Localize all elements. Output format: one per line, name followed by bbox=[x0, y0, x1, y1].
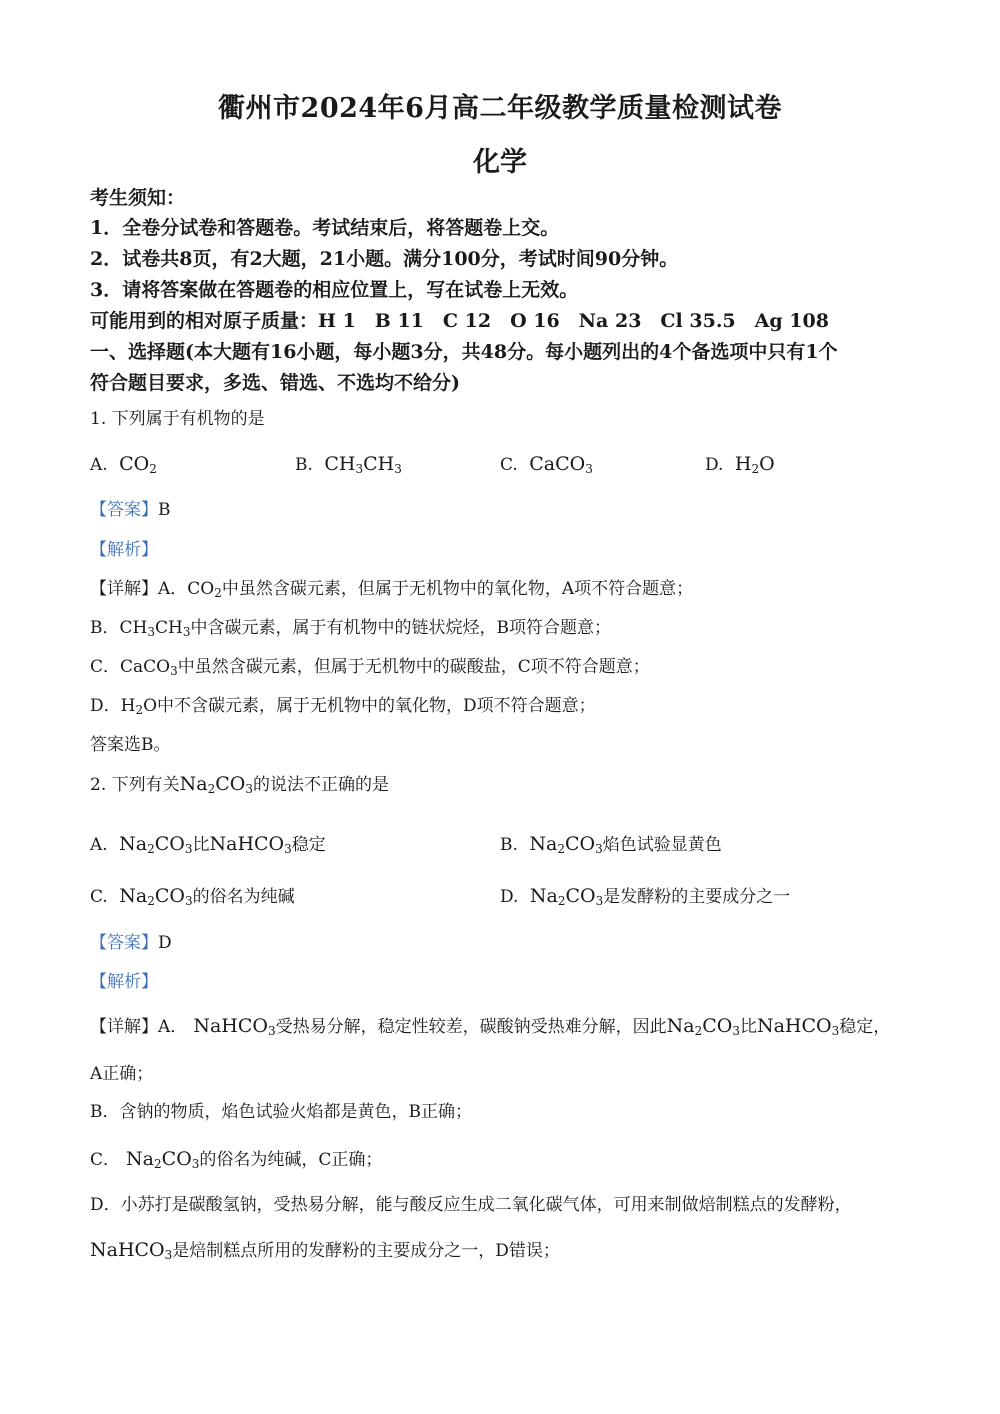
q1-answer bbox=[90, 498, 171, 522]
q1-stem: 1. 下列属于有机物的是 bbox=[90, 409, 265, 429]
exam-title: 衢州市2024年6月高二年级教学质量检测试卷 bbox=[218, 93, 782, 124]
q1-option-a-label: A. bbox=[90, 455, 108, 475]
q2-detail-b: B．含钠的物质，焰色试验火焰都是黄色，B正确； bbox=[90, 1102, 472, 1122]
notice-item-2: 2．试卷共8页，有2大题，21小题。满分100分，考试时间90分钟。 bbox=[90, 248, 679, 270]
q1-option-b-label: B. bbox=[295, 455, 313, 475]
atomic-mass-line: 可能用到的相对原子质量：H 1 B 11 C 12 O 16 Na 23 Cl 35.5 Ag 108 bbox=[90, 310, 829, 332]
q1-option-a bbox=[90, 452, 157, 477]
q2-detail-c: C． $Na_2CO_3$的俗名为纯碱，C正确； bbox=[90, 1148, 383, 1171]
notice-item-1: 1．全卷分试卷和答题卷。考试结束后，将答题卷上交。 bbox=[90, 217, 560, 239]
q2-detail-d: D．小苏打是碳酸氢钠，受热易分解，能与酸反应生成二氧化碳气体，可用来制做焙制糕点的发酵粉， bbox=[90, 1195, 852, 1215]
q2-answer: 【答案】D bbox=[90, 933, 172, 953]
q2-option-b: B. $Na_2CO_3$焰色试验显黄色 bbox=[500, 833, 722, 856]
q1-option-d bbox=[705, 452, 775, 477]
notice-heading: 考生须知： bbox=[90, 187, 186, 209]
q2-option-a: A. $Na_2CO_3$比NaHCO$_3$稳定 bbox=[90, 833, 326, 856]
q2-answer-value: D bbox=[158, 933, 172, 953]
q1-option-b bbox=[295, 452, 402, 477]
q2-option-d: D. $Na_2CO_3$是发酵粉的主要成分之一 bbox=[500, 885, 791, 908]
q1-option-c bbox=[500, 452, 593, 477]
q2-stem: 2. 下列有关$Na_2CO_3$的说法不正确的是 bbox=[90, 773, 389, 796]
formula-na2co3: $Na_2CO_3$ bbox=[179, 773, 253, 796]
q1-conclusion: 答案选B。 bbox=[90, 735, 171, 755]
q2-detail-a: 【详解】A． NaHCO$_3$受热易分解，稳定性较差，碳酸钠受热难分解，因此$Na_2CO_3$比NaHCO$_3$稳定， bbox=[90, 1015, 891, 1038]
q1-detail-d: D．$H_2O$中不含碳元素，属于无机物中的氧化物，D项不符合题意； bbox=[90, 696, 596, 717]
q1-option-c-label: C. bbox=[500, 455, 518, 475]
detail-tag: 【详解】 bbox=[90, 579, 158, 599]
q1-option-a-formula: $CO_2$ bbox=[113, 453, 157, 476]
q1-option-d-formula: $H_2O$ bbox=[728, 453, 775, 476]
q2-detail-d-cont: NaHCO$_3$是焙制糕点所用的发酵粉的主要成分之一，D错误； bbox=[90, 1239, 560, 1262]
q1-detail-a: 【详解】A．$CO_2$中虽然含碳元素，但属于无机物中的氧化物，A项不符合题意； bbox=[90, 579, 694, 600]
subject-title: 化学 bbox=[473, 147, 527, 178]
q1-answer-value: B bbox=[158, 500, 171, 520]
q1-option-b-formula: $CH_3CH_3$ bbox=[318, 453, 402, 476]
q2-analysis: 【解析】 bbox=[90, 972, 158, 992]
q1-option-d-label: D. bbox=[705, 455, 724, 475]
section-heading-line2: 符合题目要求，多选、错选、不选均不给分) bbox=[90, 372, 460, 394]
section-heading-line1: 一、选择题(本大题有16小题，每小题3分，共48分。每小题列出的4个备选项中只有1个 bbox=[90, 341, 838, 363]
q1-detail-c: C．CaCO$_3$中虽然含碳元素，但属于无机物中的碳酸盐，C项不符合题意； bbox=[90, 657, 650, 678]
q1-detail-b: B．$CH_3CH_3$中含碳元素，属于有机物中的链状烷烃，B项符合题意； bbox=[90, 618, 611, 639]
q2-option-c: C. $Na_2CO_3$的俗名为纯碱 bbox=[90, 885, 295, 908]
answer-tag: 【答案】 bbox=[90, 500, 158, 520]
notice-item-3: 3．请将答案做在答题卷的相应位置上，写在试卷上无效。 bbox=[90, 279, 579, 301]
q1-option-c-formula: CaCO$_3$ bbox=[523, 453, 593, 476]
q1-analysis bbox=[90, 538, 158, 562]
analysis-tag: 【解析】 bbox=[90, 540, 158, 560]
q2-detail-a-cont: A正确； bbox=[90, 1064, 154, 1084]
